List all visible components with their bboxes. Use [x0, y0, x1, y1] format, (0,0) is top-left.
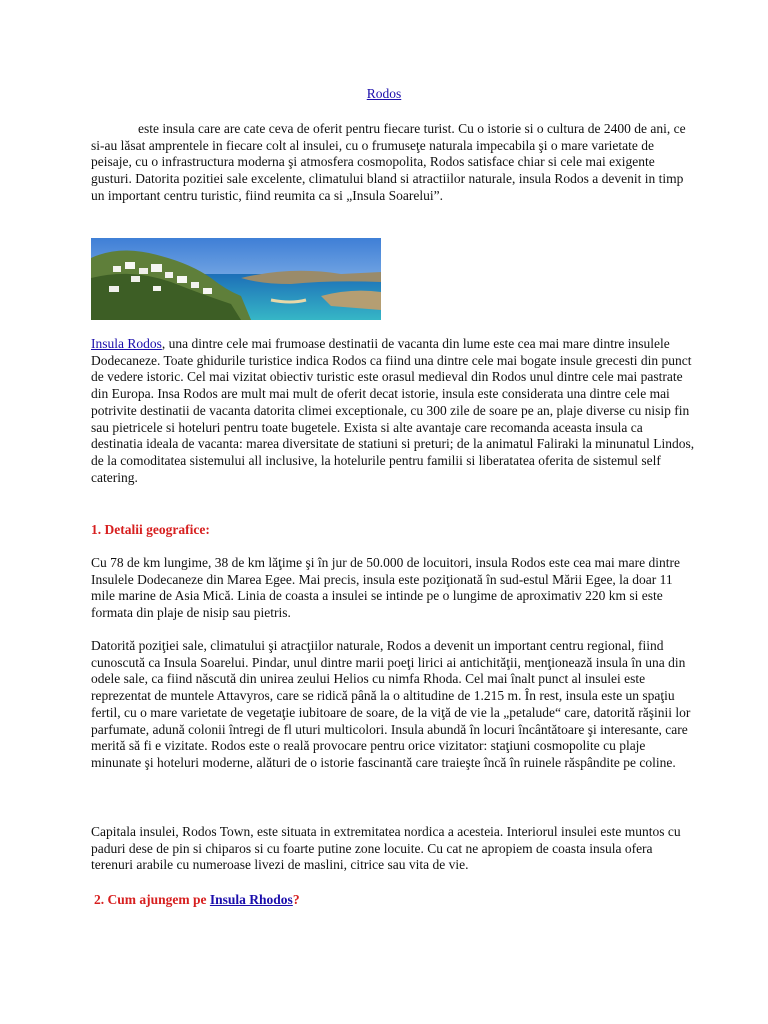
- section-heading-travel: [94, 892, 300, 908]
- insula-rodos-link[interactable]: Insula Rodos: [91, 336, 162, 351]
- insula-rhodos-link[interactable]: Insula Rhodos: [209, 892, 293, 907]
- description-text: , una dintre cele mai frumoase destinatii de vacanta din lume este cea mai mare dintre insulele Dodecaneze. Toate ghidurile turistice indica Rodos ca fiind una dintre cele mai bogate insule grecesti din punct de vedere istoric. Cel mai vizitat obiectiv turistic este orasul medieval din Rodos unul dintre cele mai pastrate din Europa. Insa Rodos are mult mai mult de oferit decat istorie, insula este considerata una dintre cele mai potrivite destinatii de vacanta datorita climei exceptionale, cu 300 zile de soare pe an, plaje diverse cu nisip fin sau pietricele si hoteluri pentru toate bugetele. Exista si alte avantaje care recomanda aceasta insula ca destinatia ideala de vacanta: marea diversitate de statiuni si preturi; de la animatul Faliraki la minunatul Lindos, de la comoditatea sistemului all inclusive, la hotelurile pentru familii si liberatatea oferita de sistemul self catering.: [91, 336, 695, 485]
- geography-paragraph-1: Cu 78 de km lungime, 38 de km lăţime şi în jur de 50.000 de locuitori, insula Rodos este cea mai mare dintre Insulele Dodecaneze din Marea Egee. Mai precis, insula este poziţionată în sud-estul Mării Egee, la doar 11 mile marine de Asia Mică. Linia de coasta a insulei se intinde pe o lungime de aproximativ 220 km si este formata din plaje de nisip sau pietris.: [91, 555, 681, 621]
- page-title: [0, 86, 768, 102]
- heading2-prefix: 2. Cum ajungem pe: [94, 892, 210, 907]
- geography-paragraph-2: Datorită poziţiei sale, climatului şi atracţiilor naturale, Rodos a devenit un important centru regional, fiind cunoscută ca Insula Soarelui. Pindar, unul dintre marii poeţi lirici ai antichităţii, menţionează insula în una din odele sale, ca fiind născută din unirea zeului Helios cu nimfa Rhoda. Cel mai înalt punct al insulei este reprezentat de muntele Attavyros, care se ridică până la o altitudine de 1.215 m. În rest, insula este un spaţiu fertil, cu o mare varietate de vegetaţie iubitoare de soare, de la viţă de vie la „petalude“ care, datorită răşinii lor parfumate, adună colonii întregi de fl uturi multicolori. Insula abundă în locuri încântătoare şi interesante, care merită să fi e vizitate. Rodos este o reală provocare pentru orice vizitator: staţiuni cosmopolite cu plaje minunate şi hoteluri moderne, alături de o istorie fascinantă care traieşte încă în ruinele răspândite pe coline.: [91, 638, 691, 770]
- description-paragraph: [91, 336, 696, 486]
- geography-paragraph-3: Capitala insulei, Rodos Town, este situata in extremitatea nordica a acesteia. Interiorul insulei este muntos cu paduri dese de pin si chiparos si cu foarte putine zone locuite. Cu cat ne apropiem de coasta insula ofera terenuri arabile cu numeroase livezi de maslini, citrice sau vita de vie.: [91, 824, 681, 873]
- intro-paragraph: este insula care are cate ceva de oferit pentru fiecare turist. Cu o istorie si o cultura de 2400 de ani, ce si-au lăsat amprentele in fiecare colt al insulei, cu o frumuseţe naturala impecabila şi o mare varietate de peisaje, cu o infrastructura moderna şi atmosfera cosmopolita, Rodos satisface chiar si cele mai exigente gusturi. Datorita pozitiei sale excelente, climatului bland si atractiilor naturale, insula Rodos a devenit in timp un important centru turistic, fiind reumita ca si „Insula Soarelui”.: [91, 121, 686, 203]
- heading2-suffix: ?: [292, 892, 300, 907]
- rhodes-coast-photo: [91, 238, 381, 320]
- title-link[interactable]: Rodos: [366, 86, 402, 101]
- section-heading-geography: 1. Detalii geografice:: [91, 522, 210, 537]
